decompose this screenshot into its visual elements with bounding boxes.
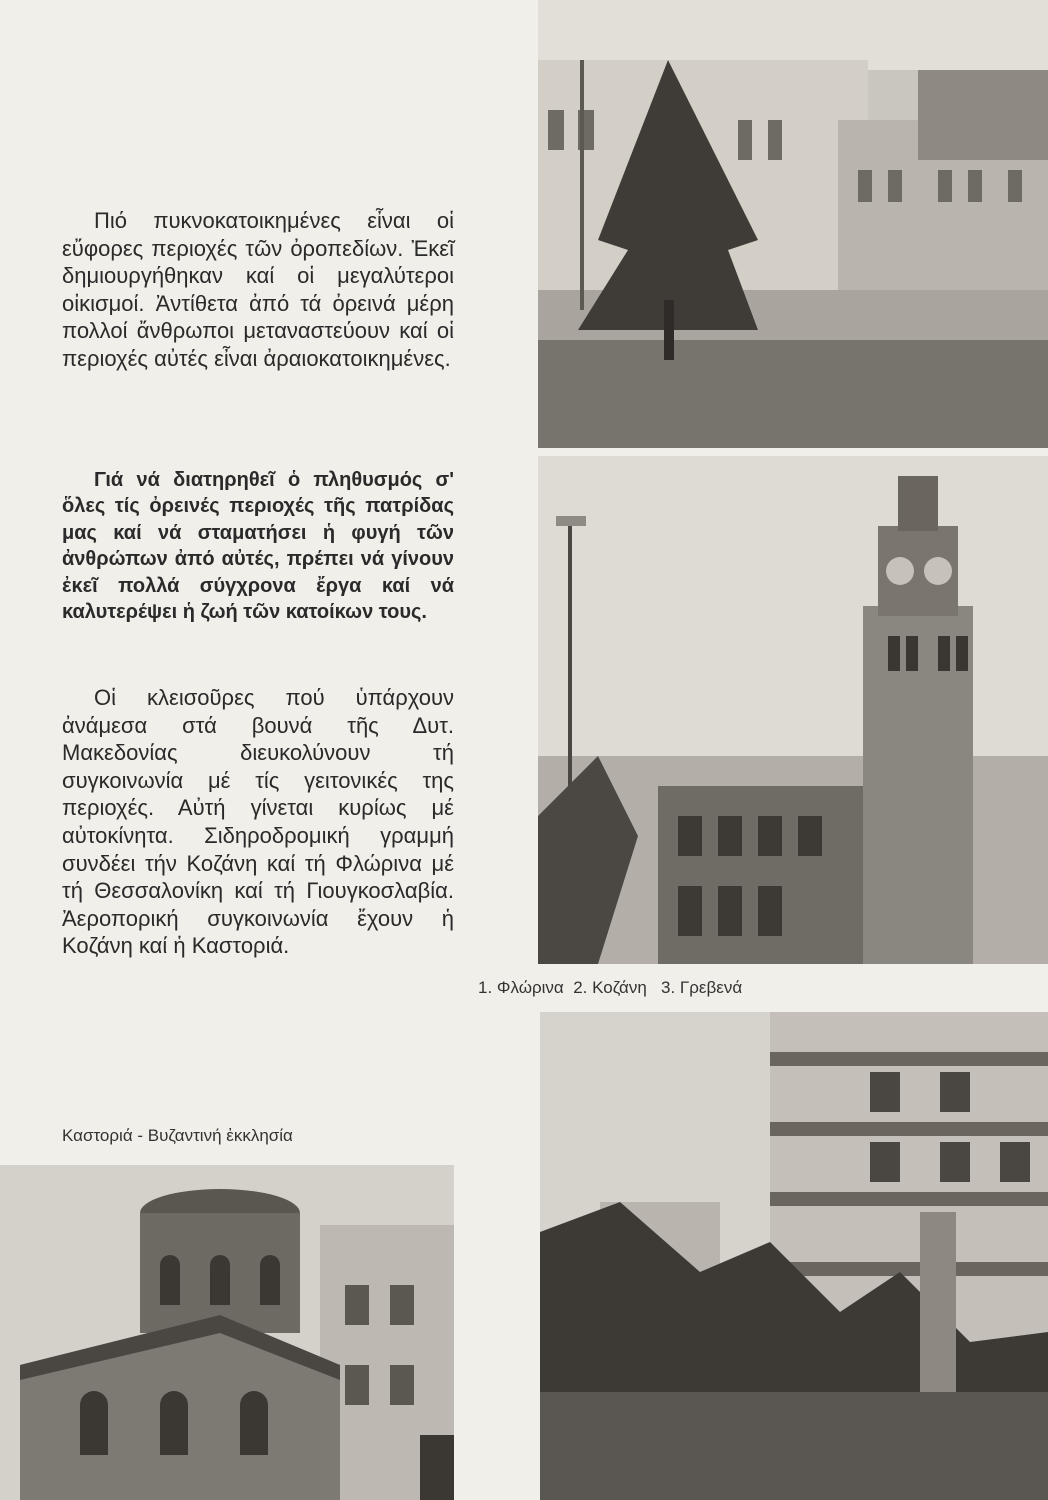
- caption-kastoria-church: Καστοριά - Βυζαντινή ἐκκλησία: [62, 1126, 293, 1145]
- paragraph-plateaus: Πιό πυκνοκατοικημένες εἶναι οἱ εὔφορες περιοχές τῶν ὀροπεδίων. Ἐκεῖ δημιουργήθηκαν καί οἱ μεγαλύτεροι οἰκισμοί. Ἀντίθετα ἀπό τά ὀρεινά μέρη πολλοί ἄνθρωποι μεταναστεύουν καί οἱ περιοχές αὐτές εἶναι ἀραιοκατοικημένες.: [62, 208, 454, 371]
- caption-towns: 1. Φλώρινα 2. Κοζάνη 3. Γρεβενά: [478, 978, 743, 997]
- paragraph-transport: Οἱ κλεισοῦρες πού ὑπάρχουν ἀνάμεσα στά βουνά τῆς Δυτ. Μακεδονίας διευκολύνουν τή συγκοινωνία μέ τίς γειτονικές της περιοχές. Αὐτή γίνεται κυρίως μέ αὐτοκίνητα. Σιδηροδρομική γραμμή συνδέει τήν Κοζάνη καί τή Φλώρινα μέ τή Θεσσαλονίκη καί τή Γιουγκοσλαβία. Ἀεροπορική συγκοινωνία ἔχουν ἡ Κοζάνη καί ἡ Καστοριά.: [62, 685, 454, 959]
- photo-grevena: [540, 1012, 1048, 1500]
- paragraph-mountain-population: Γιά νά διατηρηθεῖ ὁ πληθυσμός σ' ὅλες τίς ὀρεινές περιοχές τῆς πατρίδας μας καί νά σταματήσει ἡ φυγή τῶν ἀνθρώπων ἀπό αὐτές, πρέπει νά γίνουν ἐκεῖ πολλά σύγχρονα ἔργα καί νά καλυτερέψει ἡ ζωή τῶν κατοίκων τους.: [62, 469, 454, 624]
- photo-florina: [538, 0, 1048, 448]
- photo-kozani-clock-tower: [538, 456, 1048, 964]
- photo-kastoria-church: [0, 1165, 454, 1500]
